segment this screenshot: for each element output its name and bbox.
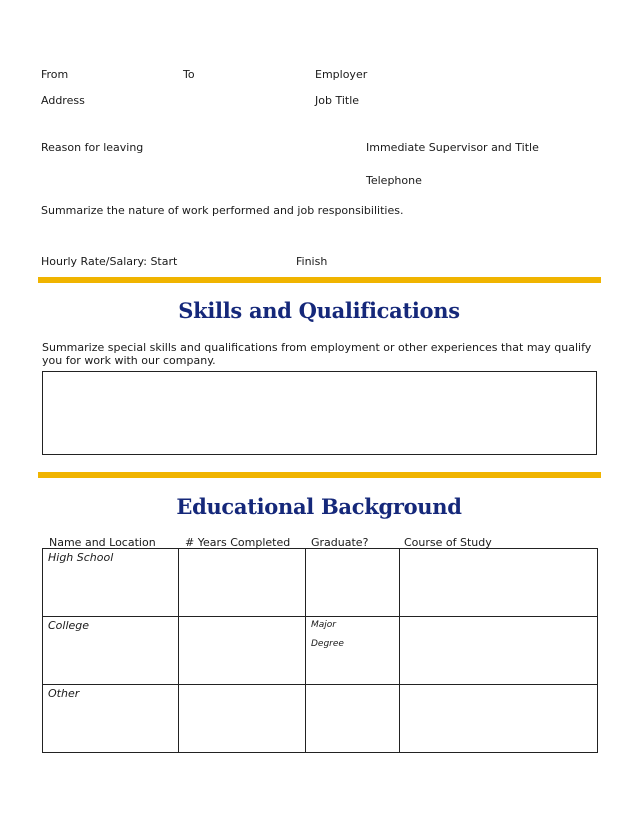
table-row [43, 549, 598, 617]
other-label: Other [48, 687, 80, 700]
education-heading: Educational Background [176, 494, 462, 519]
graduate-cell[interactable] [306, 617, 400, 685]
years-completed-cell[interactable] [179, 549, 306, 617]
course-of-study-cell[interactable] [400, 685, 598, 753]
hourly-rate-start-label: Hourly Rate/Salary: Start [41, 255, 178, 268]
high-school-label: High School [48, 551, 114, 564]
column-graduate: Graduate? [311, 536, 369, 549]
high-school-cell[interactable] [43, 549, 179, 617]
to-label: To [183, 68, 195, 81]
years-completed-cell[interactable] [179, 617, 306, 685]
degree-label: Degree [311, 639, 344, 649]
column-years-completed: # Years Completed [185, 536, 291, 549]
table-row [43, 685, 598, 753]
other-cell[interactable] [43, 685, 179, 753]
hourly-rate-finish-label: Finish [296, 255, 328, 268]
graduate-cell[interactable] [306, 685, 400, 753]
work-summary-label: Summarize the nature of work performed and job responsibilities. [41, 204, 404, 217]
graduate-cell[interactable] [306, 549, 400, 617]
course-of-study-cell[interactable] [400, 617, 598, 685]
skills-text-box[interactable] [42, 371, 597, 455]
college-cell[interactable] [43, 617, 179, 685]
column-name-location: Name and Location [49, 536, 156, 549]
job-title-label: Job Title [315, 94, 360, 107]
telephone-label: Telephone [366, 174, 422, 187]
employer-label: Employer [315, 68, 368, 81]
course-of-study-cell[interactable] [400, 549, 598, 617]
major-label: Major [311, 620, 336, 630]
skills-heading: Skills and Qualifications [178, 298, 460, 323]
college-label: College [48, 619, 90, 632]
column-course-of-study: Course of Study [404, 536, 492, 549]
section-divider [38, 472, 601, 478]
section-divider [38, 277, 601, 283]
reason-for-leaving-label: Reason for leaving [41, 141, 144, 154]
table-row [43, 617, 598, 685]
supervisor-label: Immediate Supervisor and Title [366, 141, 539, 154]
address-label: Address [41, 94, 85, 107]
from-label: From [41, 68, 69, 81]
education-table [42, 548, 598, 753]
years-completed-cell[interactable] [179, 685, 306, 753]
skills-instructions: Summarize special skills and qualifications from employment or other experiences that may qualify you for work with our company. [42, 341, 592, 367]
